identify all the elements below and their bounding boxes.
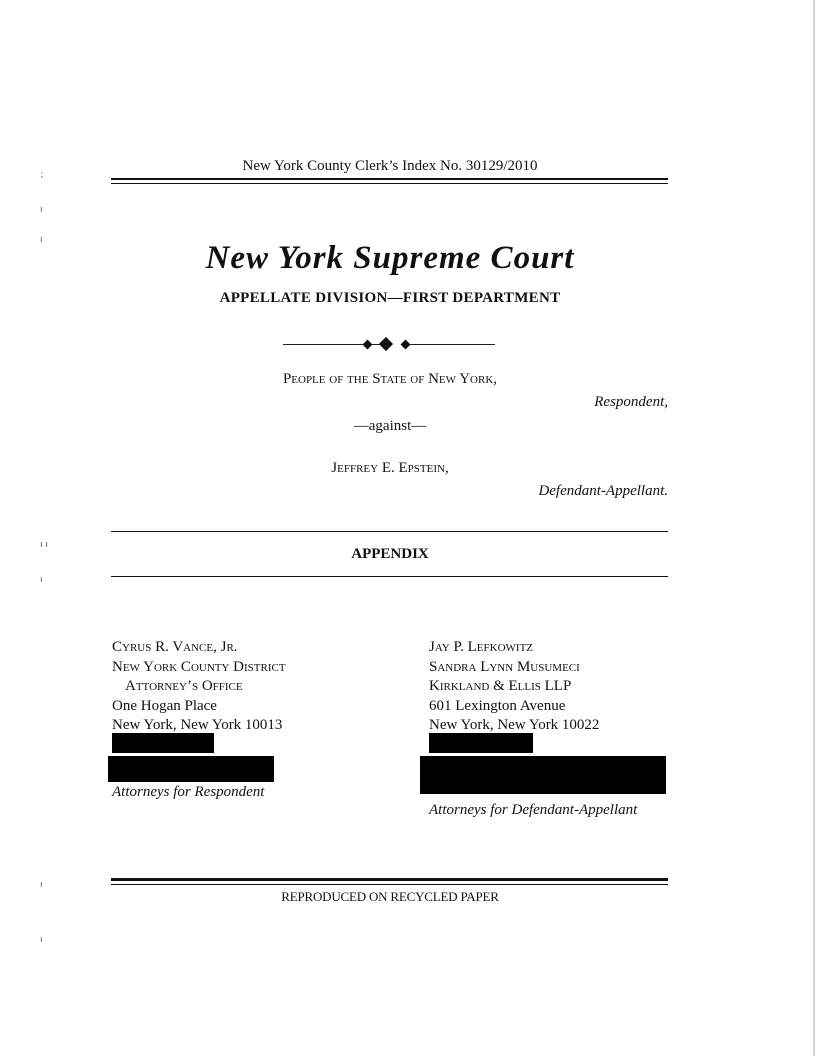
respondent-street: One Hogan Place (112, 697, 217, 714)
appellant-city: New York, New York 10022 (429, 717, 600, 733)
appellant-attorney-2: Sandra Lynn Musumeci (429, 658, 580, 675)
scan-speck: ı (40, 935, 43, 945)
footer-rule-thin (111, 884, 668, 885)
document-title: APPENDIX (351, 546, 429, 562)
respondent-city: New York, New York 10013 (112, 717, 283, 733)
scan-speck: ı (40, 235, 43, 245)
header-rule-thin (111, 183, 668, 184)
respondent-role: Attorneys for Respondent (112, 784, 265, 800)
appendix-rule-bottom (111, 576, 668, 577)
plaintiff-name: People of the State of New York, (282, 371, 498, 387)
court-name: New York Supreme Court (205, 240, 575, 276)
respondent-office-line2: Attorney’s Office (125, 678, 243, 694)
header-rule-thick (111, 178, 668, 180)
court-division: APPELLATE DIVISION—FIRST DEPARTMENT (219, 290, 561, 306)
scan-speck: ı (40, 575, 43, 585)
redaction-box (108, 756, 274, 782)
index-number: New York County Clerk’s Index No. 30129/2010 (242, 158, 538, 174)
respondent-counsel-block (112, 638, 286, 736)
scan-speck: ı ı (40, 540, 48, 550)
footer-rule-thick (111, 878, 668, 881)
recycled-paper-notice: REPRODUCED ON RECYCLED PAPER (281, 889, 499, 904)
scan-speck: ı (40, 205, 43, 215)
appellant-counsel-block (429, 638, 599, 736)
defendant-role: Defendant-Appellant. (538, 483, 668, 499)
appellant-firm: Kirkland & Ellis LLP (429, 678, 572, 694)
defendant-name: Jeffrey E. Epstein, (331, 460, 449, 476)
scan-speck: ı (40, 880, 43, 890)
scan-edge (813, 0, 815, 1056)
scan-speck: ⁏ (40, 170, 44, 180)
respondent-attorney-name: Cyrus R. Vance, Jr. (112, 639, 238, 655)
appellant-attorney-1: Jay P. Lefkowitz (429, 639, 534, 655)
versus-label: —against— (353, 418, 427, 434)
redaction-box (112, 733, 214, 753)
plaintiff-role: Respondent, (594, 394, 668, 410)
redaction-box (420, 756, 666, 794)
appellant-role: Attorneys for Defendant-Appellant (429, 802, 638, 818)
appellant-street: 601 Lexington Avenue (429, 697, 566, 714)
respondent-office-line1: New York County District (112, 658, 286, 675)
redaction-box (429, 733, 533, 753)
appendix-rule-top (111, 531, 668, 532)
